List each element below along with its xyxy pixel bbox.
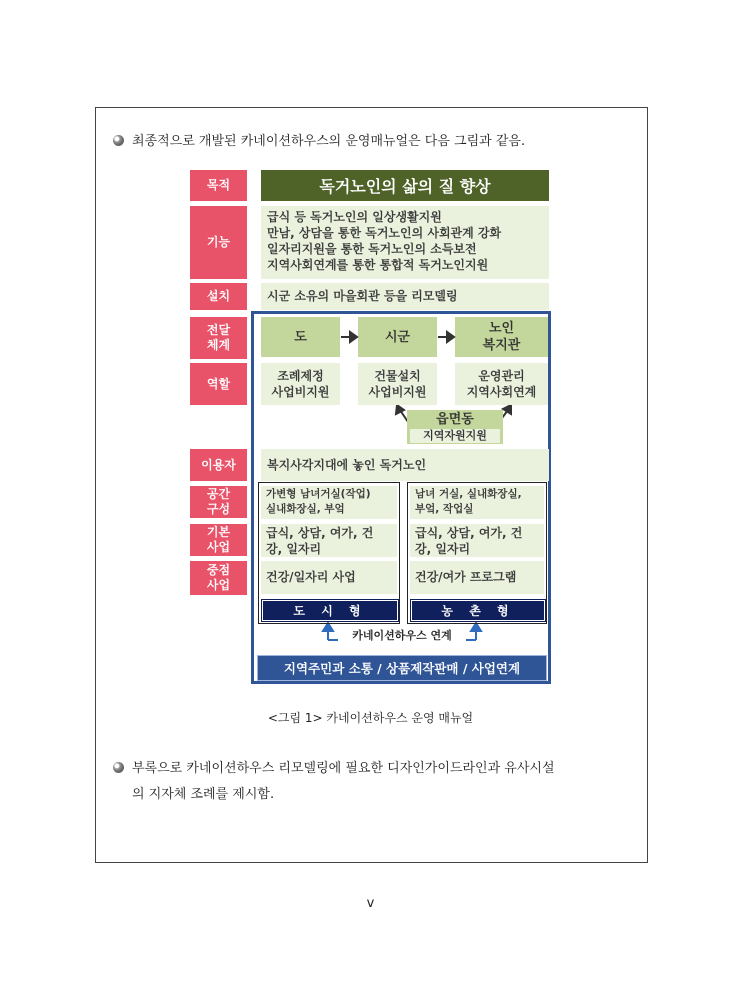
urban-type-label: 도 시 형 bbox=[262, 600, 398, 621]
appendix-paragraph bbox=[113, 756, 555, 782]
appendix-line-1: 부록으로 카네이션하우스 리모델링에 필요한 디자인가이드라인과 유사시설 bbox=[132, 761, 555, 776]
label-delivery: 전달 체계 bbox=[190, 317, 247, 359]
figure-caption: <그림 1> 카네이션하우스 운영 매뉴얼 bbox=[267, 711, 474, 725]
urban-focus: 건강/일자리 사업 bbox=[261, 561, 397, 594]
link-label: 카네이션하우스 연계 bbox=[338, 628, 466, 644]
delivery-province: 도 bbox=[261, 317, 340, 357]
rural-space: 남녀 거실, 실내화장실, 부엌, 작업실 bbox=[410, 486, 544, 519]
town-sub-label: 지역자원지원 bbox=[410, 429, 500, 443]
install-text: 시군 소유의 마을회관 등을 리모델링 bbox=[261, 283, 549, 310]
role-city: 건물설치 사업비지원 bbox=[358, 363, 437, 405]
delivery-welfare-center: 노인 복지관 bbox=[455, 317, 548, 357]
rural-basic: 급식, 상담, 여가, 건 강, 일자리 bbox=[410, 524, 544, 557]
label-users: 이용자 bbox=[190, 449, 247, 481]
bottom-bar: 지역주민과 소통 / 상품제작판매 / 사업연계 bbox=[257, 655, 547, 681]
label-basic: 기본 사업 bbox=[190, 524, 247, 556]
town-label: 읍면동 bbox=[436, 412, 474, 427]
rural-focus: 건강/여가 프로그램 bbox=[410, 561, 544, 594]
delivery-town bbox=[407, 410, 503, 444]
purpose-title: 독거노인의 삶의 질 향상 bbox=[261, 170, 549, 201]
bullet-icon bbox=[113, 762, 124, 773]
label-role: 역할 bbox=[190, 363, 247, 405]
role-province: 조례제정 사업비지원 bbox=[261, 363, 340, 405]
page-number: v bbox=[366, 896, 375, 911]
delivery-city: 시군 bbox=[358, 317, 437, 357]
urban-space: 가변형 남녀거실(작업) 실내화장실, 부엌 bbox=[261, 486, 397, 519]
label-focus: 중점 사업 bbox=[190, 561, 247, 595]
appendix-line-2: 의 지자체 조례를 제시함. bbox=[132, 787, 275, 802]
label-space: 공간 구성 bbox=[190, 486, 247, 518]
label-install: 설치 bbox=[190, 283, 247, 310]
intro-text: 최종적으로 개발된 카네이션하우스의 운영매뉴얼은 다음 그림과 같음. bbox=[132, 134, 526, 149]
role-welfare-center: 운영관리 지역사회연계 bbox=[455, 363, 548, 405]
urban-basic: 급식, 상담, 여가, 건 강, 일자리 bbox=[261, 524, 397, 557]
function-list: 급식 등 독거노인의 일상생활지원 만남, 상담을 통한 독거노인의 사회관계 강화 일자리지원을 통한 독거노인의 소득보전 지역사회연계를 통한 통합적 독거노인지원 bbox=[261, 206, 549, 279]
label-function: 기능 bbox=[190, 206, 247, 279]
label-purpose: 목적 bbox=[190, 170, 247, 201]
rural-type-label: 농 촌 형 bbox=[411, 600, 545, 621]
users-text: 복지사각지대에 놓인 독거노인 bbox=[261, 449, 549, 481]
